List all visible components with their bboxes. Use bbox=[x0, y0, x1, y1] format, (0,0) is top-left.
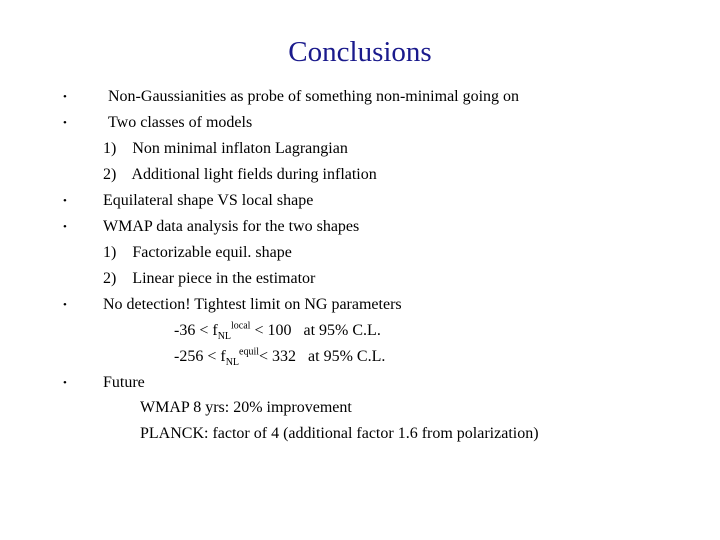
bullet-marker: • bbox=[63, 195, 67, 207]
bullet-marker: • bbox=[63, 377, 67, 389]
future-wmap: WMAP 8 yrs: 20% improvement bbox=[140, 399, 352, 416]
limit-equil: $-256 < f_{NL}^{equil}< 332$ at 95% C.L. bbox=[174, 346, 386, 369]
subitem-factorizable-shape: 1) Factorizable equil. shape bbox=[103, 244, 292, 261]
bullet-non-gaussianities: Non-Gaussianities as probe of something non-minimal going on bbox=[108, 88, 520, 105]
subitem-linear-piece: 2) Linear piece in the estimator bbox=[103, 270, 316, 287]
bullet-equilateral-vs-local: Equilateral shape VS local shape bbox=[103, 192, 314, 209]
bullet-marker: • bbox=[63, 117, 67, 129]
limit-local: $-36 < f_{NL}^{local} < 100$ at 95% C.L. bbox=[174, 320, 381, 343]
bullet-marker: • bbox=[63, 299, 67, 311]
slide-title: Conclusions bbox=[288, 36, 432, 68]
bullet-marker: • bbox=[63, 91, 67, 103]
bullet-future: Future bbox=[103, 374, 145, 391]
subitem-non-minimal-lagrangian: 1) Non minimal inflaton Lagrangian bbox=[103, 140, 348, 157]
bullet-wmap-analysis: WMAP data analysis for the two shapes bbox=[103, 218, 360, 235]
bullet-two-classes: Two classes of models bbox=[108, 114, 253, 131]
bullet-marker: • bbox=[63, 221, 67, 233]
bullet-no-detection: No detection! Tightest limit on NG parameters bbox=[103, 296, 402, 313]
future-planck: PLANCK: factor of 4 (additional factor 1.6 from polarization) bbox=[140, 425, 539, 442]
subitem-light-fields: 2) Additional light fields during inflation bbox=[103, 166, 377, 183]
